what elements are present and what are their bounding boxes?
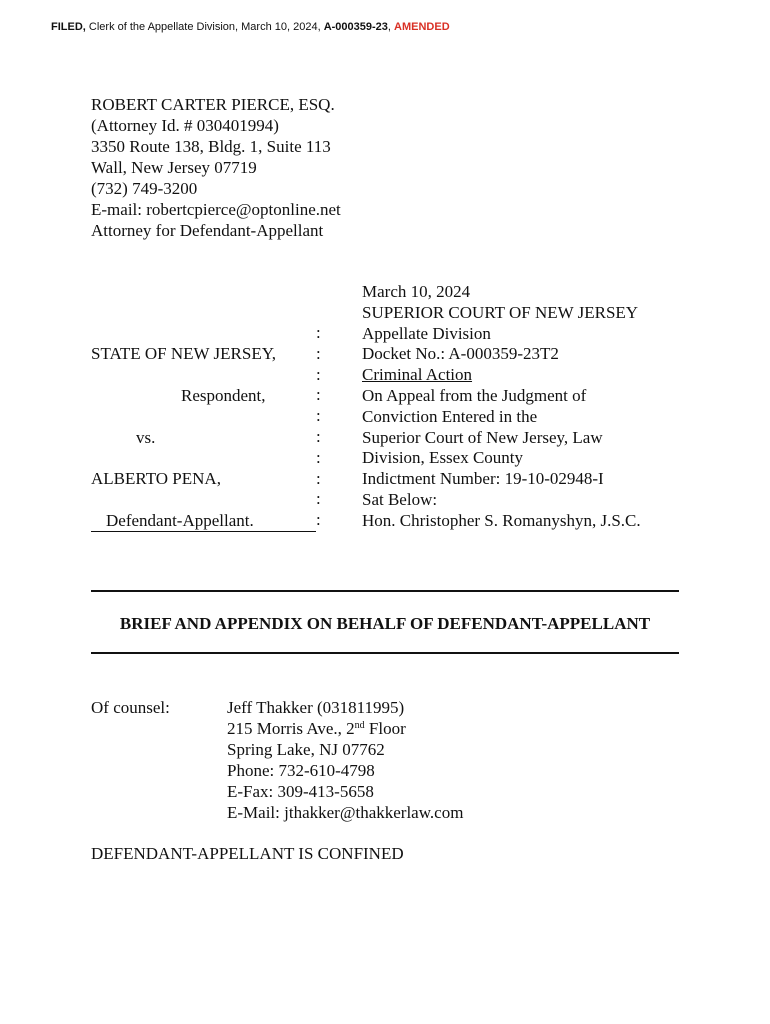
counsel-address-street: 215 Morris Ave., 2	[227, 718, 355, 738]
caption-separator: :	[316, 364, 321, 384]
appeal-line-4: Division, Essex County	[362, 448, 524, 468]
counsel-efax: E-Fax: 309-413-5658	[227, 781, 374, 801]
caption-separator: :	[316, 447, 321, 467]
counsel-phone: Phone: 732-610-4798	[227, 760, 375, 780]
caption-separator: :	[316, 510, 321, 530]
counsel-city: Spring Lake, NJ 07762	[227, 739, 385, 759]
docket-number: Docket No.: A-000359-23T2	[362, 344, 559, 364]
defendant-role: Defendant-Appellant.	[91, 511, 316, 532]
appeal-line-3: Superior Court of New Jersey, Law	[362, 427, 603, 447]
caption-separator-column	[316, 323, 321, 531]
plaintiff-role: Respondent,	[181, 386, 266, 405]
amended-label: AMENDED	[394, 21, 450, 33]
division: Appellate Division	[362, 323, 491, 343]
judge-name: Hon. Christopher S. Romanyshyn, J.S.C.	[362, 510, 641, 530]
counsel-address	[227, 719, 463, 740]
caption-separator: :	[316, 468, 321, 488]
attorney-address-line2: Wall, New Jersey 07719	[91, 158, 257, 177]
counsel-address-floor: Floor	[364, 718, 406, 738]
filed-label: FILED,	[51, 21, 86, 33]
counsel-name: Jeff Thakker (031811995)	[227, 698, 405, 717]
ordinal-suffix: nd	[354, 719, 365, 731]
action-type: Criminal Action	[362, 365, 473, 385]
stamp-docket: A-000359-23	[323, 21, 388, 33]
attorney-role: Attorney for Defendant-Appellant	[91, 221, 324, 240]
caption-separator: :	[316, 385, 321, 405]
caption-separator: :	[316, 489, 321, 509]
clerk-text: Clerk of the Appellate Division, March 10, 2024,	[85, 21, 324, 33]
stamp-separator: ,	[387, 21, 395, 33]
appeal-line-2: Conviction Entered in the	[362, 406, 538, 426]
attorney-block	[91, 94, 341, 241]
confinement-notice: DEFENDANT-APPELLANT IS CONFINED	[91, 844, 404, 863]
attorney-phone: (732) 749-3200	[91, 179, 198, 198]
caption-separator: :	[316, 406, 321, 426]
caption-separator: :	[316, 323, 321, 342]
counsel-email: E-Mail: jthakker@thakkerlaw.com	[227, 802, 464, 822]
attorney-email: E-mail: robertcpierce@optonline.net	[91, 200, 341, 219]
appeal-line-1: On Appeal from the Judgment of	[362, 385, 587, 405]
versus: vs.	[136, 428, 156, 447]
counsel-block	[227, 698, 463, 823]
plaintiff-name: STATE OF NEW JERSEY,	[91, 344, 277, 363]
sat-below: Sat Below:	[362, 489, 438, 509]
brief-title: BRIEF AND APPENDIX ON BEHALF OF DEFENDANT-APPELLANT	[119, 614, 651, 633]
bottom-divider	[91, 652, 679, 654]
attorney-id: (Attorney Id. # 030401994)	[91, 116, 279, 135]
defendant-name: ALBERTO PENA,	[91, 469, 221, 488]
caption-separator: :	[316, 426, 321, 446]
indictment-number: Indictment Number: 19-10-02948-I	[362, 469, 604, 489]
top-divider	[91, 590, 679, 592]
filing-date: March 10, 2024	[362, 282, 471, 301]
caption-separator: :	[316, 343, 321, 363]
filing-stamp	[51, 21, 450, 33]
court-info-block	[362, 282, 641, 532]
court-name: SUPERIOR COURT OF NEW JERSEY	[362, 302, 639, 322]
attorney-name: ROBERT CARTER PIERCE, ESQ.	[91, 95, 335, 114]
attorney-address-line1: 3350 Route 138, Bldg. 1, Suite 113	[91, 137, 331, 156]
counsel-label: Of counsel:	[91, 698, 170, 717]
